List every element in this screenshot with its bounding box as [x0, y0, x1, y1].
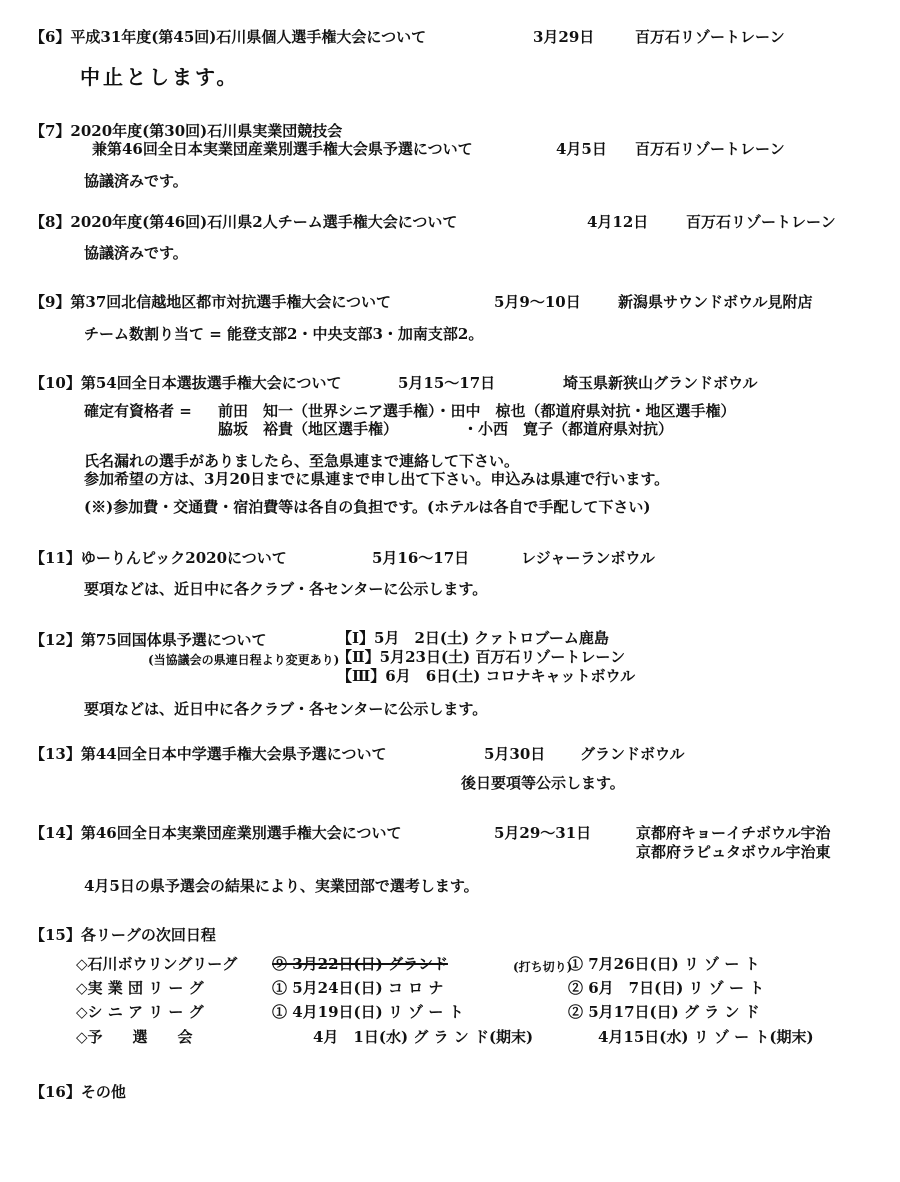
- qualified-label: 確定有資格者 =: [84, 402, 192, 420]
- section-13-venue: グランドボウル: [580, 745, 685, 763]
- league-row-cancelled: ⑨ 3月22日(日) グランド: [272, 955, 448, 973]
- section-11-heading: 【11】ゆーりんピック2020について: [30, 549, 287, 567]
- section-7-note: 協議済みです。: [84, 172, 188, 190]
- kokutai-round-1: 【Ⅰ】5月 2日(土) クァトロブーム鹿島: [337, 629, 609, 647]
- league-row-following: ② 6月 7日(日) リ ゾ ー ト: [568, 979, 765, 997]
- section-6-venue: 百万石リゾートレーン: [635, 28, 785, 46]
- league-row-name: ◇実 業 団 リ ー グ: [76, 979, 204, 997]
- section-9-venue: 新潟県サウンドボウル見附店: [618, 293, 813, 311]
- section-7-heading-line2: 兼第46回全日本実業団産業別選手権大会県予選について: [92, 140, 473, 158]
- section-12-note: 要項などは、近日中に各クラブ・各センターに公示します。: [84, 700, 488, 718]
- section-8-venue: 百万石リゾートレーン: [686, 213, 836, 231]
- section-10-note3: (※)参加費・交通費・宿泊費等は各自の負担です。(ホテルは各自で手配して下さい): [84, 498, 651, 516]
- section-11-note: 要項などは、近日中に各クラブ・各センターに公示します。: [84, 580, 488, 598]
- section-10-note2: 参加希望の方は、3月20日までに県連まで申し出て下さい。申込みは県連で行います。: [84, 470, 670, 488]
- section-11-date: 5月16～17日: [372, 549, 470, 567]
- section-8-date: 4月12日: [587, 213, 649, 231]
- section-10-note1: 氏名漏れの選手がありましたら、至急県連まで連絡して下さい。: [84, 452, 520, 470]
- section-13-heading: 【13】第44回全日本中学選手権大会県予選について: [30, 745, 387, 763]
- league-row-next: ① 4月19日(日) リ ゾ ー ト: [272, 1003, 464, 1021]
- kokutai-round-3: 【Ⅲ】6月 6日(土) コロナキャットボウル: [337, 667, 636, 685]
- section-13-note: 後日要項等公示します。: [461, 774, 625, 792]
- section-12-subnote: (当協議会の県連日程より変更あり): [148, 653, 340, 667]
- section-11-venue: レジャーランボウル: [521, 549, 655, 567]
- section-6-heading: 【6】平成31年度(第45回)石川県個人選手権大会について: [30, 28, 427, 46]
- league-row-next: 4月 1日(水) グ ラ ン ド(期末): [313, 1028, 534, 1046]
- section-14-venue-1: 京都府キョーイチボウル宇治: [636, 824, 831, 842]
- qualified-line2a: 脇坂 裕貴（地区選手権）: [218, 420, 399, 438]
- league-row-next: (打ち切り): [513, 960, 573, 974]
- section-12-heading: 【12】第75回国体県予選について: [30, 631, 267, 649]
- section-7-heading: 【7】2020年度(第30回)石川県実業団競技会: [30, 122, 343, 140]
- section-7-date: 4月5日: [556, 140, 607, 158]
- league-row-next: ① 5月24日(日) コ ロ ナ: [272, 979, 444, 997]
- kokutai-round-2: 【Ⅱ】5月23日(土) 百万石リゾートレーン: [337, 648, 626, 666]
- section-8-heading: 【8】2020年度(第46回)石川県2人チーム選手権大会について: [30, 213, 458, 231]
- league-row-following: ② 5月17日(日) グ ラ ン ド: [568, 1003, 760, 1021]
- section-9-date: 5月9～10日: [494, 293, 581, 311]
- league-row-name: ◇予 選 会: [76, 1028, 193, 1046]
- league-row-following: ① 7月26日(日) リ ゾ ー ト: [568, 955, 760, 973]
- section-7-venue: 百万石リゾートレーン: [635, 140, 785, 158]
- qualified-line1: 前田 知一（世界シニア選手権）・田中 椋也（都道府県対抗・地区選手権）: [218, 402, 736, 420]
- section-14-date: 5月29～31日: [494, 824, 592, 842]
- league-row-following: 4月15日(水) リ ゾ ー ト(期末): [598, 1028, 814, 1046]
- league-row-name: ◇石川ボウリングリーグ: [76, 955, 238, 973]
- section-16-heading: 【16】その他: [30, 1083, 126, 1101]
- section-9-note: チーム数割り当て = 能登支部2・中央支部3・加南支部2。: [84, 325, 484, 343]
- section-14-venue-2: 京都府ラピュタボウル宇治東: [636, 843, 831, 861]
- section-8-note: 協議済みです。: [84, 244, 188, 262]
- section-15-heading: 【15】各リーグの次回日程: [30, 926, 216, 944]
- section-14-heading: 【14】第46回全日本実業団産業別選手権大会について: [30, 824, 402, 842]
- section-10-heading: 【10】第54回全日本選抜選手権大会について: [30, 374, 342, 392]
- section-14-note: 4月5日の県予選会の結果により、実業団部で選考します。: [84, 877, 479, 895]
- section-10-date: 5月15～17日: [398, 374, 496, 392]
- league-row-name: ◇シ ニ ア リ ー グ: [76, 1003, 204, 1021]
- section-13-date: 5月30日: [484, 745, 546, 763]
- section-10-venue: 埼玉県新狭山グランドボウル: [563, 374, 758, 392]
- section-9-heading: 【9】第37回北信越地区都市対抗選手権大会について: [30, 293, 392, 311]
- section-6-date: 3月29日: [533, 28, 595, 46]
- qualified-line2b: ・小西 寛子（都道府県対抗）: [463, 420, 674, 438]
- section-6-note: 中止とします。: [80, 65, 240, 89]
